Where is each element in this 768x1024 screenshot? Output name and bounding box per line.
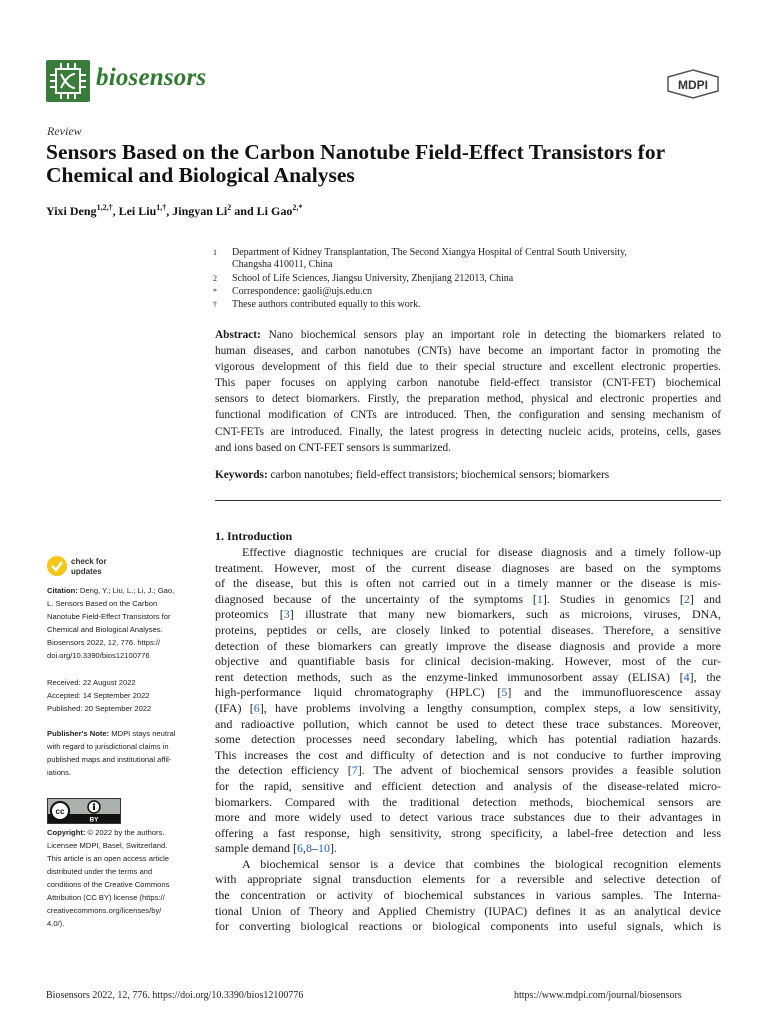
- body-text-segment: ] and the immunofluorescence assay: [507, 685, 721, 700]
- accepted-date: Accepted: 14 September 2022: [47, 691, 150, 700]
- body-text-segment: diagnosed because of the uncertainty of the symptoms [: [215, 591, 537, 606]
- journal-name: biosensors: [96, 64, 207, 91]
- body-line: [215, 919, 721, 935]
- body-text-segment: treatment. However, most of the current disease diagnoses are based on the symptoms: [215, 560, 721, 575]
- publisher-note-text: MDPI stays neutral: [111, 729, 176, 738]
- reference-link[interactable]: 6: [253, 700, 260, 715]
- citation-label: Citation:: [47, 586, 78, 595]
- affiliation-line: Changsha 410011, China: [232, 259, 333, 270]
- publisher-note-line: [47, 727, 195, 740]
- received-date: Received: 22 August 2022: [47, 678, 136, 687]
- abstract-line: [215, 327, 721, 343]
- body-line: [215, 888, 721, 904]
- copyright-line: [47, 852, 195, 865]
- publisher-note-text: with regard to jurisdictional claims in: [47, 742, 169, 751]
- body-line: [215, 826, 721, 842]
- citation-text: Deng, Y.; Liu, L.; Li, J.; Gao,: [79, 586, 175, 595]
- citation-text: Biosensors 2022, 12, 776. https://: [47, 638, 161, 647]
- abstract-line: [215, 424, 721, 440]
- check-for-updates-button[interactable]: [47, 556, 127, 580]
- body-text-segment: and radioactive pollution, which cannot be used to detect these trace substances. Moreover,: [215, 716, 721, 731]
- citation-text: doi.org/10.3390/bios12100776: [47, 651, 150, 660]
- abstract-line: [215, 407, 721, 423]
- copyright-text: 4.0/).: [47, 919, 65, 928]
- affiliation-text: [232, 247, 737, 271]
- body-line: [215, 623, 721, 639]
- body-line: [215, 545, 721, 561]
- author-affiliation-marker: 2,*: [292, 203, 303, 212]
- citation-block: [47, 584, 195, 662]
- publisher-note-line: [47, 753, 195, 766]
- author-list: Yixi Deng$^{1,2,\dagger}$, Lei Liu$^{1,\dagger}$, Jingyan Li$^2$ and Li Gao$^{2,*}$: [46, 203, 303, 218]
- citation-line: [47, 610, 195, 623]
- copyright-text: distributed under the terms and: [47, 867, 153, 876]
- affiliation-text: [232, 286, 737, 298]
- body-line: [215, 607, 721, 623]
- body-text-segment: (IFA) [: [215, 700, 254, 715]
- footer-journal-url[interactable]: https://www.mdpi.com/journal/biosensors: [514, 990, 682, 1001]
- cc-by-license-badge[interactable]: [47, 798, 121, 824]
- svg-text:cc: cc: [55, 807, 65, 816]
- abstract-label: Abstract:: [215, 329, 261, 341]
- abstract-line: [215, 440, 721, 456]
- citation-line: [47, 636, 195, 649]
- keywords-text: carbon nanotubes; field-effect transistors; biochemical sensors; biomarkers: [270, 469, 610, 481]
- reference-link[interactable]: 8: [305, 841, 312, 856]
- article-title: Sensors Based on the Carbon Nanotube Field-Effect Transistors for Chemical and Biological Analyses: [46, 140, 665, 187]
- body-text-segment: ] and: [689, 591, 721, 606]
- body-line: [215, 779, 721, 795]
- citation-text: Nanotube Field-Effect Transistors for: [47, 612, 171, 621]
- body-line: [215, 732, 721, 748]
- body-line: [215, 685, 721, 701]
- section-heading: 1. Introduction: [215, 529, 293, 543]
- copyright-text: conditions of the Creative Commons: [47, 880, 170, 889]
- copyright-line: [47, 839, 195, 852]
- body-line: [215, 592, 721, 608]
- affiliation-marker: 1: [213, 248, 217, 257]
- author-name: Jingyan Li: [172, 204, 228, 218]
- citation-line: [47, 597, 195, 610]
- copyright-text: Attribution (CC BY) license (https://: [47, 893, 165, 902]
- citation-text: L. Sensors Based on the Carbon: [47, 599, 158, 608]
- body-line: [215, 639, 721, 655]
- body-text-segment: proteomics [: [215, 607, 284, 622]
- author-affiliation-marker: 1,2,†: [96, 203, 113, 212]
- affiliation-line: School of Life Sciences, Jiangsu University, Zhenjiang 212013, China: [232, 273, 514, 284]
- reference-link[interactable]: 6: [296, 841, 303, 856]
- copyright-line: [47, 865, 195, 878]
- affiliation-line: These authors contributed equally to this work.: [232, 299, 421, 310]
- abstract-line: [215, 375, 721, 391]
- published-date: Published: 20 September 2022: [47, 704, 152, 713]
- copyright-text: © 2022 by the authors.: [87, 828, 165, 837]
- body-text-segment: offering a fast response, high sensitivity, strong specificity, a label-free detection and less: [215, 825, 721, 840]
- body-text-segment: for converting biological reactions or biological components into useful signals, which is: [215, 919, 721, 934]
- body-text-segment: ], have problems involving a lengthy consumption, complex steps, a low sensitivity,: [259, 700, 721, 715]
- author-affiliation-marker: 2: [227, 203, 232, 212]
- copyright-block: [47, 826, 195, 930]
- body-line: [215, 654, 721, 670]
- copyright-line: [47, 917, 195, 930]
- body-line: [215, 670, 721, 686]
- author-name: Li Gao: [256, 204, 293, 218]
- body-text-segment: high-performance liquid chromatography (HPLC) [: [215, 685, 502, 700]
- body-line: [215, 841, 721, 857]
- reference-link[interactable]: 1: [536, 591, 543, 606]
- body-line: [215, 795, 721, 811]
- body-line: [215, 810, 721, 826]
- body-line: [215, 857, 721, 873]
- affiliation-text: [232, 299, 737, 311]
- publisher-note-label: Publisher's Note:: [47, 729, 110, 738]
- section-divider: [215, 500, 721, 501]
- author-name: Lei Liu: [118, 204, 157, 218]
- body-text-segment: more and more widely used to detect various trace substances due to their advantages in: [215, 810, 721, 825]
- body-text-segment: objective and quantifiable basis for clinical decision-making. However, most of the cur-: [215, 654, 721, 669]
- keywords: [215, 467, 721, 483]
- body-text-segment: for the rapid, sensitive and efficient detection and analysis of the disease-related micro-: [215, 778, 721, 793]
- copyright-line: [47, 891, 195, 904]
- body-text-segment: This increases the cost and difficulty of detection and is not conducive to further improving: [215, 747, 721, 762]
- introduction-body: [215, 545, 721, 935]
- body-text-segment: rent detection methods, such as the enzyme-linked immunosorbent assay (ELISA) [: [215, 669, 684, 684]
- body-line: [215, 717, 721, 733]
- body-line: [215, 763, 721, 779]
- updates-label-line1: check for: [71, 557, 107, 566]
- body-line: [215, 748, 721, 764]
- abstract-text: and ions based on CNT-FET sensors is summarized.: [215, 441, 451, 454]
- abstract-text: Nano biochemical sensors play an important role in detecting the biomarkers related to: [268, 329, 721, 341]
- reference-link[interactable]: 2: [683, 591, 690, 606]
- abstract-text: vigorous development of this field due to their special structure and excellent electronic properties.: [215, 361, 721, 374]
- body-text-segment: some detection processes need secondary labeling, which has potential radiation hazards.: [215, 732, 721, 747]
- body-text-segment: of the disease, but this is often not carried out in a timely manner or the disease is mis-: [215, 576, 721, 591]
- article-type: Review: [47, 124, 82, 138]
- publisher-note-text: iations.: [47, 768, 72, 777]
- citation-line: [47, 623, 195, 636]
- reference-link[interactable]: 10: [317, 841, 330, 856]
- updates-label-line2: updates: [71, 567, 102, 576]
- body-text-segment: sample demand [: [215, 841, 297, 856]
- citation-text: Chemical and Biological Analyses.: [47, 625, 163, 634]
- body-text-segment: ]. The advent of biochemical sensors provides a feasible solution: [357, 763, 721, 778]
- citation-line: [47, 584, 195, 597]
- affiliation-line: Correspondence: gaoli@ujs.edu.cn: [232, 286, 373, 297]
- abstract-text: CNT-FETs are introduced. Finally, the latest progress in detecting nucleic acids, proteins, cells, gases: [215, 425, 721, 438]
- body-text-segment: with appropriate signal transduction elements for a reversible and selective detection of: [215, 872, 721, 887]
- publisher-note-text: published maps and institutional affil-: [47, 755, 172, 764]
- abstract-text: This paper focuses on applying carbon nanotube field-effect transistor (CNT-FET) biochemical: [215, 377, 721, 390]
- copyright-line: [47, 878, 195, 891]
- body-text-segment: proteins, peptides or cells, are closely linked to potential diseases. Therefore, a sensitive: [215, 622, 721, 637]
- affiliation-line: Department of Kidney Transplantation, The Second Xiangya Hospital of Central South University,: [232, 247, 627, 258]
- abstract-line: [215, 343, 721, 359]
- body-text-segment: A biochemical sensor is a device that combines the biological recognition elements: [242, 856, 721, 871]
- body-text-segment: biomarkers. Compared with the traditional detection methods, biochemical sensors are: [215, 794, 721, 809]
- check-for-updates-icon: [47, 556, 67, 576]
- publisher-logo-text: MDPI: [678, 78, 708, 92]
- body-line: [215, 904, 721, 920]
- abstract-text: human diseases, and carbon nanotubes (CNTs) have become an important factor in promoting the: [215, 345, 721, 358]
- reference-link[interactable]: 4: [683, 669, 690, 684]
- journal-logo-icon: [46, 60, 90, 102]
- footer-citation: Biosensors 2022, 12, 776. https://doi.org/10.3390/bios12100776: [46, 990, 304, 1001]
- publisher-note-line: [47, 766, 195, 779]
- body-line: [215, 561, 721, 577]
- body-text-segment: ].: [329, 841, 337, 856]
- abstract-text: functional modification of CNTs are introduced. Then, the configuration and sensing mechanism of: [215, 409, 721, 422]
- author-name: Yixi Deng: [46, 204, 97, 218]
- reference-link[interactable]: 5: [501, 685, 508, 700]
- affiliation-marker: 2: [213, 274, 217, 283]
- license-badge-label: BY: [89, 816, 99, 823]
- body-text-segment: –: [311, 841, 318, 856]
- abstract: [215, 327, 721, 456]
- body-text-segment: Effective diagnostic techniques are crucial for disease diagnosis and a timely follow-up: [242, 545, 721, 559]
- citation-line: [47, 649, 195, 662]
- publisher-note: [47, 727, 195, 779]
- copyright-label: Copyright:: [47, 828, 86, 837]
- body-line: [215, 872, 721, 888]
- copyright-text: This article is an open access article: [47, 854, 169, 863]
- body-text-segment: detection of these biomarkers can greatly improve the disease diagnosis and provide a more: [215, 638, 721, 653]
- publisher-note-line: [47, 740, 195, 753]
- affiliation-marker: †: [213, 300, 217, 309]
- copyright-line: [47, 826, 195, 839]
- body-text-segment: the concentration or activity of biochemical substances in various samples. The Interna-: [215, 888, 721, 903]
- abstract-text: sensors to detect biomarkers. Firstly, the preparation method, physical and electronic properties and: [215, 393, 721, 406]
- abstract-line: [215, 359, 721, 375]
- affiliation-text: [232, 273, 737, 285]
- dates-block: [47, 676, 195, 715]
- copyright-line: [47, 904, 195, 917]
- copyright-text: Licensee MDPI, Basel, Switzerland.: [47, 841, 168, 850]
- reference-link[interactable]: 3: [283, 607, 290, 622]
- body-text-segment: ,: [302, 841, 306, 856]
- copyright-text: creativecommons.org/licenses/by/: [47, 906, 162, 915]
- body-text-segment: the detection efficiency [: [215, 763, 352, 778]
- affiliation-marker: *: [213, 287, 217, 296]
- abstract-line: [215, 391, 721, 407]
- body-text-segment: ], the: [689, 669, 722, 684]
- body-line: [215, 576, 721, 592]
- keywords-label: Keywords:: [215, 469, 268, 481]
- reference-link[interactable]: 7: [351, 763, 358, 778]
- body-line: [215, 701, 721, 717]
- body-text-segment: ]. Studies in genomics [: [542, 591, 684, 606]
- author-affiliation-marker: 1,†: [156, 203, 167, 212]
- publisher-logo: [666, 69, 720, 99]
- body-text-segment: ] illustrate that many new biomarkers, such as microions, viruses, DNA,: [289, 607, 721, 622]
- body-text-segment: tional Union of Theory and Applied Chemistry (IUPAC) defines it as an analytical device: [215, 903, 721, 918]
